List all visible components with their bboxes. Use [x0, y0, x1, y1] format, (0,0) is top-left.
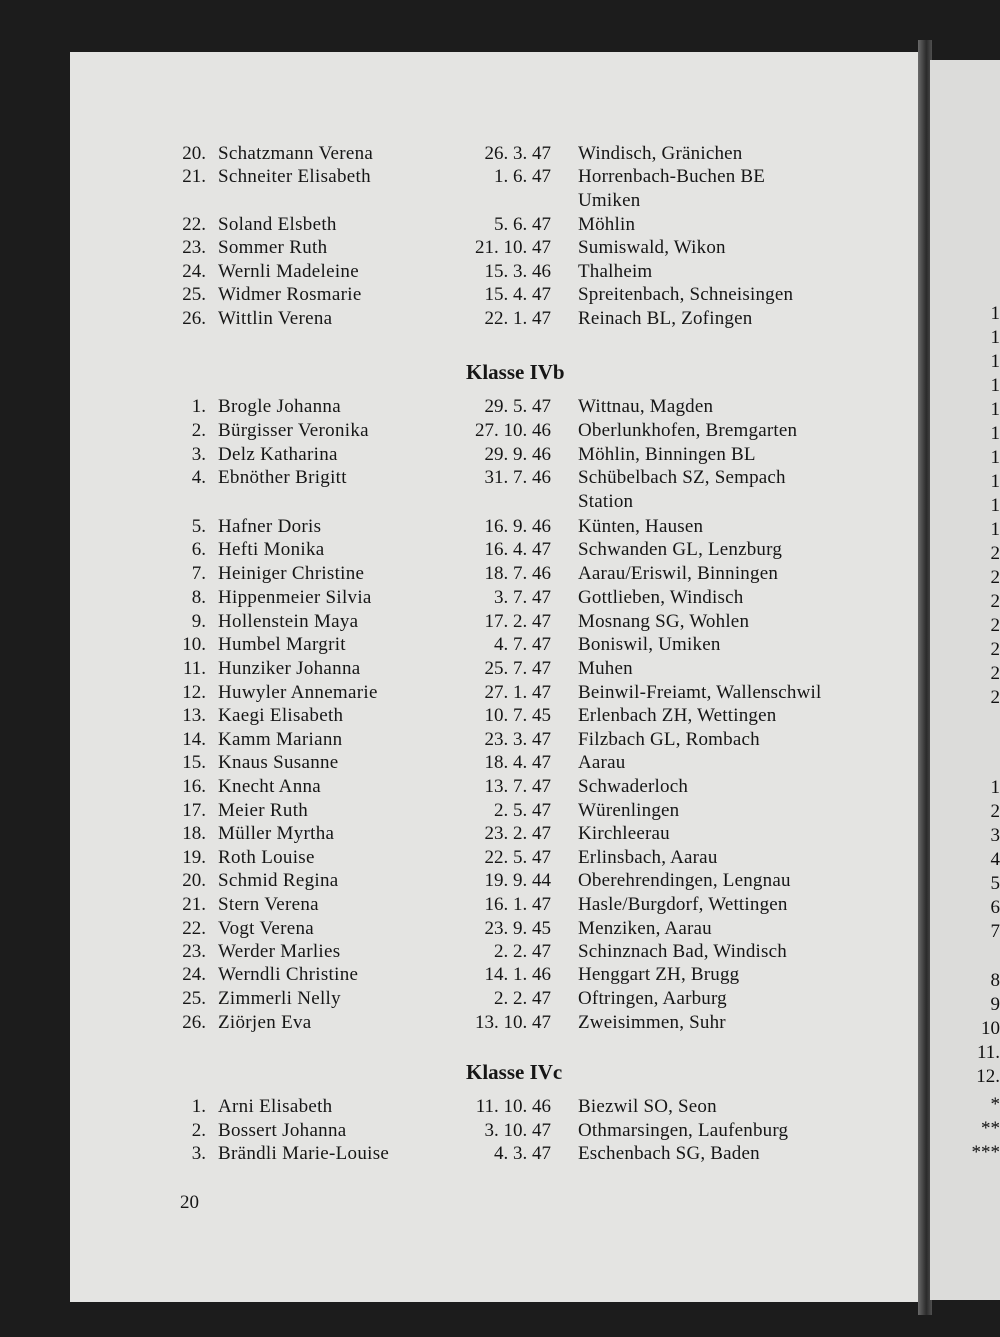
student-name: Wernli Madeleine [218, 261, 359, 282]
student-number: 26. [182, 308, 206, 329]
student-name: Schatzmann Verena [218, 143, 374, 164]
student-number: 23. [182, 941, 206, 962]
home-place: Schübelbach SZ, Sempach [578, 467, 786, 488]
student-row [0, 987, 1000, 1011]
birth-date: 29. 5. 47 [484, 396, 551, 417]
home-place: Oberehrendingen, Lengnau [578, 870, 791, 891]
facing-page-fragment: 1 [990, 375, 1000, 396]
home-place: Othmarsingen, Laufenburg [578, 1120, 789, 1141]
birth-date: 15. 4. 47 [484, 284, 551, 305]
student-name: Sommer Ruth [218, 237, 328, 258]
student-row [0, 1142, 1000, 1166]
student-row [0, 538, 1000, 562]
birth-date: 17. 2. 47 [484, 611, 551, 632]
facing-page-fragment: 7 [990, 921, 1000, 942]
birth-date: 18. 4. 47 [484, 752, 551, 773]
facing-page-fragment: 1 [990, 399, 1000, 420]
student-row [0, 466, 1000, 490]
student-name: Arni Elisabeth [218, 1096, 333, 1117]
student-number: 22. [182, 214, 206, 235]
student-row [0, 610, 1000, 634]
student-row [0, 283, 1000, 307]
student-number: 2. [191, 420, 206, 441]
home-place: Henggart ZH, Brugg [578, 964, 740, 985]
student-name: Wittlin Verena [218, 308, 333, 329]
student-name: Kaegi Elisabeth [218, 705, 344, 726]
student-name: Werder Marlies [218, 941, 341, 962]
facing-page-fragment: 1 [990, 327, 1000, 348]
student-number: 13. [182, 705, 206, 726]
birth-date: 26. 3. 47 [484, 143, 551, 164]
facing-page-fragment: 2 [990, 591, 1000, 612]
facing-page-fragment: 5 [990, 873, 1000, 894]
student-number: 23. [182, 237, 206, 258]
student-number: 5. [191, 516, 206, 537]
student-number: 4. [191, 467, 206, 488]
home-place: Horrenbach-Buchen BE [578, 166, 766, 187]
student-name: Soland Elsbeth [218, 214, 337, 235]
student-name: Knaus Susanne [218, 752, 339, 773]
facing-page-fragment: 8 [990, 970, 1000, 991]
student-row [0, 775, 1000, 799]
class-heading: Klasse IVb [466, 360, 565, 384]
facing-page-fragment: 4 [990, 849, 1000, 870]
student-row [0, 395, 1000, 419]
birth-date: 27. 10. 46 [475, 420, 551, 441]
student-name: Stern Verena [218, 894, 319, 915]
student-name: Hollenstein Maya [218, 611, 359, 632]
student-number: 22. [182, 918, 206, 939]
birth-date: 2. 5. 47 [494, 800, 551, 821]
student-row [0, 822, 1000, 846]
student-name: Delz Katharina [218, 444, 338, 465]
birth-date: 27. 1. 47 [484, 682, 551, 703]
student-name: Brogle Johanna [218, 396, 341, 417]
student-row [0, 751, 1000, 775]
student-name: Roth Louise [218, 847, 315, 868]
student-number: 15. [182, 752, 206, 773]
home-place: Kirchleerau [578, 823, 670, 844]
home-place: Beinwil-Freiamt, Wallenschwil [578, 682, 822, 703]
student-number: 21. [182, 894, 206, 915]
birth-date: 4. 3. 47 [494, 1143, 551, 1164]
facing-page-fragment: 1 [990, 351, 1000, 372]
birth-date: 29. 9. 46 [484, 444, 551, 465]
home-place: Möhlin [578, 214, 636, 235]
student-name: Kamm Mariann [218, 729, 343, 750]
student-name: Hafner Doris [218, 516, 322, 537]
student-name: Huwyler Annemarie [218, 682, 378, 703]
student-row [0, 443, 1000, 467]
student-row [0, 799, 1000, 823]
student-name: Hefti Monika [218, 539, 325, 560]
student-row [0, 165, 1000, 189]
birth-date: 16. 4. 47 [484, 539, 551, 560]
student-row [0, 1119, 1000, 1143]
home-place: Boniswil, Umiken [578, 634, 721, 655]
home-place: Eschenbach SG, Baden [578, 1143, 760, 1164]
facing-page-fragment: 2 [990, 543, 1000, 564]
facing-page-fragment: 6 [990, 897, 1000, 918]
home-place: Hasle/Burgdorf, Wettingen [578, 894, 788, 915]
student-number: 2. [191, 1120, 206, 1141]
home-place: Aarau/Eriswil, Binningen [578, 563, 779, 584]
facing-page-fragment: 2 [990, 663, 1000, 684]
student-row [0, 419, 1000, 443]
facing-page-fragment: ** [981, 1118, 1000, 1139]
birth-date: 22. 1. 47 [484, 308, 551, 329]
student-number: 21. [182, 166, 206, 187]
birth-date: 23. 9. 45 [484, 918, 551, 939]
facing-page-fragment: 3 [990, 825, 1000, 846]
home-place: Mosnang SG, Wohlen [578, 611, 750, 632]
student-number: 6. [191, 539, 206, 560]
birth-date: 25. 7. 47 [484, 658, 551, 679]
home-place-continued: Station [578, 491, 634, 512]
student-name: Knecht Anna [218, 776, 322, 797]
facing-page-fragment: 12. [976, 1066, 1000, 1087]
student-row [0, 586, 1000, 610]
student-name: Humbel Margrit [218, 634, 346, 655]
student-number: 14. [182, 729, 206, 750]
home-place: Filzbach GL, Rombach [578, 729, 760, 750]
student-number: 18. [182, 823, 206, 844]
student-number: 16. [182, 776, 206, 797]
birth-date: 18. 7. 46 [484, 563, 551, 584]
home-place: Möhlin, Binningen BL [578, 444, 756, 465]
student-row [0, 681, 1000, 705]
student-row [0, 260, 1000, 284]
facing-page-fragment: 1 [990, 447, 1000, 468]
birth-date: 21. 10. 47 [475, 237, 551, 258]
home-place: Sumiswald, Wikon [578, 237, 726, 258]
student-number: 1. [191, 396, 206, 417]
student-number: 11. [182, 658, 206, 679]
home-place: Thalheim [578, 261, 653, 282]
student-name: Werndli Christine [218, 964, 359, 985]
birth-date: 15. 3. 46 [484, 261, 551, 282]
student-row [0, 633, 1000, 657]
student-row [0, 562, 1000, 586]
student-name: Hunziker Johanna [218, 658, 361, 679]
student-name: Brändli Marie-Louise [218, 1143, 390, 1164]
student-row [0, 893, 1000, 917]
home-place: Wittnau, Magden [578, 396, 714, 417]
facing-page-fragment: 1 [990, 303, 1000, 324]
student-row [0, 213, 1000, 237]
home-place: Erlenbach ZH, Wettingen [578, 705, 777, 726]
student-row [0, 1011, 1000, 1035]
home-place: Schwaderloch [578, 776, 689, 797]
birth-date: 10. 7. 45 [484, 705, 551, 726]
student-row [0, 307, 1000, 331]
birth-date: 4. 7. 47 [494, 634, 551, 655]
student-number: 3. [191, 444, 206, 465]
student-row [0, 940, 1000, 964]
home-place: Erlinsbach, Aarau [578, 847, 718, 868]
home-place: Oftringen, Aarburg [578, 988, 727, 1009]
birth-date: 23. 3. 47 [484, 729, 551, 750]
birth-date: 22. 5. 47 [484, 847, 551, 868]
birth-date: 1. 6. 47 [494, 166, 551, 187]
home-place: Schinznach Bad, Windisch [578, 941, 787, 962]
student-number: 20. [182, 870, 206, 891]
facing-page-fragment: 1 [990, 519, 1000, 540]
student-row [0, 142, 1000, 166]
student-name: Heiniger Christine [218, 563, 365, 584]
student-number: 25. [182, 284, 206, 305]
student-name: Schmid Regina [218, 870, 339, 891]
home-place: Aarau [578, 752, 626, 773]
student-name: Schneiter Elisabeth [218, 166, 371, 187]
home-place: Biezwil SO, Seon [578, 1096, 717, 1117]
home-place: Spreitenbach, Schneisingen [578, 284, 794, 305]
birth-date: 13. 10. 47 [475, 1012, 551, 1033]
student-name: Bossert Johanna [218, 1120, 347, 1141]
birth-date: 13. 7. 47 [484, 776, 551, 797]
birth-date: 11. 10. 46 [475, 1096, 551, 1117]
student-name: Widmer Rosmarie [218, 284, 362, 305]
home-place: Würenlingen [578, 800, 680, 821]
student-name: Hippenmeier Silvia [218, 587, 372, 608]
class-heading: Klasse IVc [466, 1060, 563, 1084]
student-number: 10. [182, 634, 206, 655]
student-row [0, 963, 1000, 987]
student-number: 17. [182, 800, 206, 821]
student-number: 7. [191, 563, 206, 584]
student-name: Zimmerli Nelly [218, 988, 341, 1009]
birth-date: 2. 2. 47 [494, 988, 551, 1009]
home-place: Oberlunkhofen, Bremgarten [578, 420, 798, 441]
facing-page-fragment: 2 [990, 687, 1000, 708]
home-place-continued: Umiken [578, 190, 641, 211]
birth-date: 16. 1. 47 [484, 894, 551, 915]
birth-date: 2. 2. 47 [494, 941, 551, 962]
home-place: Künten, Hausen [578, 516, 704, 537]
facing-page-fragment: 1 [990, 777, 1000, 798]
student-number: 8. [191, 587, 206, 608]
student-row [0, 515, 1000, 539]
facing-page-fragment: 2 [990, 615, 1000, 636]
student-row [0, 657, 1000, 681]
birth-date: 31. 7. 46 [484, 467, 551, 488]
student-row-continuation [0, 189, 1000, 213]
birth-date: 19. 9. 44 [484, 870, 551, 891]
student-number: 19. [182, 847, 206, 868]
facing-page-fragment: 11. [976, 1042, 1000, 1063]
birth-date: 3. 7. 47 [494, 587, 551, 608]
facing-page-fragment: * [990, 1094, 1000, 1115]
student-number: 20. [182, 143, 206, 164]
home-place: Schwanden GL, Lenzburg [578, 539, 783, 560]
student-name: Müller Myrtha [218, 823, 335, 844]
student-name: Bürgisser Veronika [218, 420, 369, 441]
student-row-continuation [0, 490, 1000, 514]
facing-page-fragment: 2 [990, 801, 1000, 822]
home-place: Windisch, Gränichen [578, 143, 743, 164]
student-number: 24. [182, 261, 206, 282]
birth-date: 3. 10. 47 [484, 1120, 551, 1141]
student-number: 1. [191, 1096, 206, 1117]
student-row [0, 869, 1000, 893]
facing-page-fragment: 2 [990, 567, 1000, 588]
student-row [0, 917, 1000, 941]
home-place: Gottlieben, Windisch [578, 587, 744, 608]
home-place: Zweisimmen, Suhr [578, 1012, 726, 1033]
student-name: Ziörjen Eva [218, 1012, 312, 1033]
student-number: 12. [182, 682, 206, 703]
facing-page-fragment: 1 [990, 471, 1000, 492]
student-name: Vogt Verena [218, 918, 314, 939]
home-place: Reinach BL, Zofingen [578, 308, 753, 329]
facing-page-fragment: 10 [981, 1018, 1000, 1039]
student-number: 25. [182, 988, 206, 1009]
student-row [0, 704, 1000, 728]
student-number: 24. [182, 964, 206, 985]
student-row [0, 728, 1000, 752]
facing-page-fragment: 1 [990, 423, 1000, 444]
facing-page-fragment: 9 [990, 994, 1000, 1015]
student-number: 26. [182, 1012, 206, 1033]
student-row [0, 236, 1000, 260]
birth-date: 5. 6. 47 [494, 214, 551, 235]
facing-page-fragment: 1 [990, 495, 1000, 516]
facing-page-fragment: *** [971, 1142, 1000, 1163]
birth-date: 14. 1. 46 [484, 964, 551, 985]
student-name: Meier Ruth [218, 800, 309, 821]
home-place: Muhen [578, 658, 633, 679]
page-number: 20 [180, 1192, 199, 1213]
student-number: 9. [191, 611, 206, 632]
birth-date: 23. 2. 47 [484, 823, 551, 844]
student-number: 3. [191, 1143, 206, 1164]
student-name: Ebnöther Brigitt [218, 467, 347, 488]
facing-page-fragment: 2 [990, 639, 1000, 660]
home-place: Menziken, Aarau [578, 918, 712, 939]
student-row [0, 846, 1000, 870]
birth-date: 16. 9. 46 [484, 516, 551, 537]
student-row [0, 1095, 1000, 1119]
